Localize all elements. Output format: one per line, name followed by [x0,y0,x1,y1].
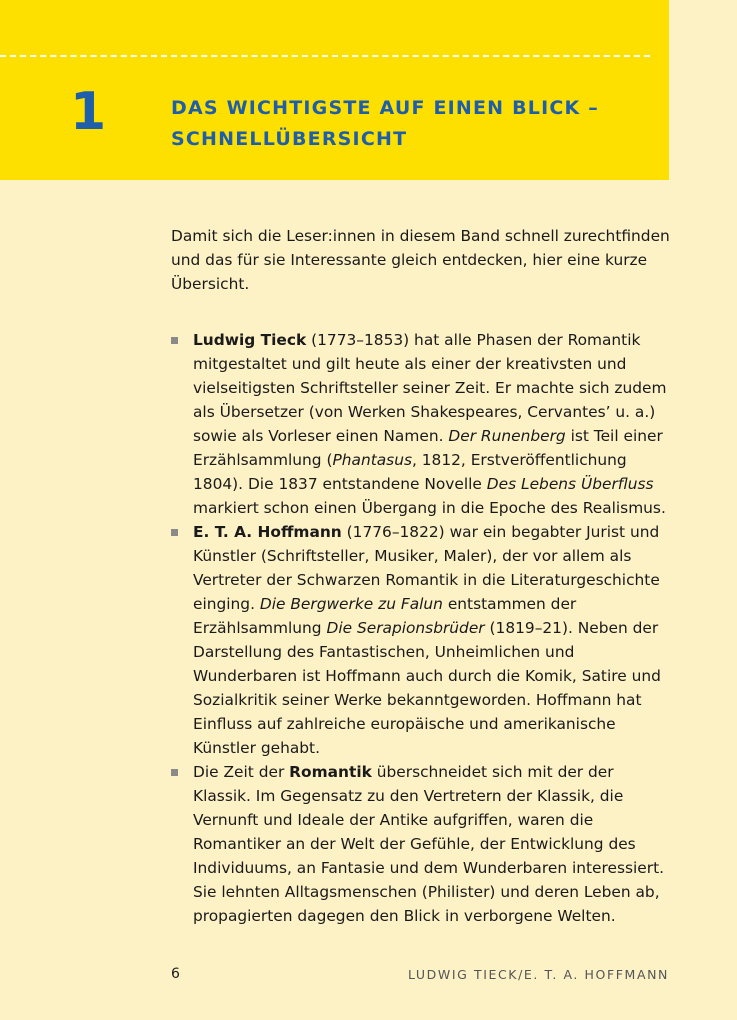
list-item-romantik [171,760,671,928]
list-item-hoffmann [171,520,671,760]
chapter-title-line-1: DAS WICHTIGSTE AUF EINEN BLICK – [171,97,599,119]
text-segment: (1776–1822) war ein begabter Jurist und Künstler (Schriftsteller, Musiker, Maler), der vor allem als Vertreter der Schwarzen Romantik in die Literaturgeschichte einging. [193,523,660,613]
chapter-title-line-2: SCHNELLÜBERSICHT [171,128,408,150]
work-title: Die Serapionsbrüder [326,619,485,637]
text-segment: , 1812, Erstveröffentlichung 1804). Die 1837 entstandene Novelle [193,451,627,493]
text-segment: entstammen der Erzählsammlung [193,595,577,637]
square-bullet-icon [171,529,178,536]
chapter-number: 1 [70,82,107,142]
square-bullet-icon [171,769,178,776]
intro-paragraph: Damit sich die Leser:innen in diesem Band schnell zurechtfinden und das für sie Interessante gleich entdecken, hier eine kurze Übersicht. [171,227,670,293]
text-segment: (1819–21). Neben der Darstellung des Fantastischen, Unheimlichen und Wunderbaren ist Hoffmann auch durch die Komik, Satire und Sozialkritik seiner Werke bekanntgeworden. Hoffmann hat Einfluss auf zahlreiche europäische und amerikanische Künstler gehabt. [193,619,661,757]
name-hoffmann: E. T. A. Hoffmann [193,523,342,541]
dashed-divider [0,55,650,57]
chapter-title [171,93,641,155]
square-bullet-icon [171,337,178,344]
work-title: Die Bergwerke zu Falun [259,595,443,613]
running-head: LUDWIG TIECK/E. T. A. HOFFMANN [407,967,669,982]
list-item-tieck [171,328,671,520]
page-number: 6 [171,966,180,982]
work-title: Der Runenberg [448,427,566,445]
term-romantik: Romantik [289,763,372,781]
text-segment: (1773–1853) hat alle Phasen der Romantik mitgestaltet und gilt heute als einer der kreativsten und vielseitigsten Schriftsteller seiner Zeit. Er machte sich zudem als Übersetzer (von Werken Shakespeares, Cervantes’ u. a.) sowie als Vorleser einen Namen. [193,331,667,445]
text-segment: Die Zeit der [193,763,290,781]
text-segment: überschneidet sich mit der der Klassik. Im Gegensatz zu den Vertretern der Klassik, die Vernunft und Ideale der Antike aufgriffen, waren die Romantiker an der Welt der Gefühle, der Entwicklung des Individuums, an Fantasie und dem Wunderbaren interessiert. Sie lehnten Alltagsmenschen (Philister) und deren Leben ab, propagierten dagegen den Blick in verborgene Welten. [193,763,664,925]
work-title: Phantasus [332,451,412,469]
text-segment: ist Teil einer Erzählsammlung ( [193,427,663,469]
name-tieck: Ludwig Tieck [193,331,307,349]
main-text [171,224,671,928]
summary-list [171,328,671,928]
work-title: Des Lebens Überfluss [486,475,654,493]
text-segment: markiert schon einen Übergang in die Epoche des Realismus. [193,499,666,517]
chapter-header [0,0,669,180]
